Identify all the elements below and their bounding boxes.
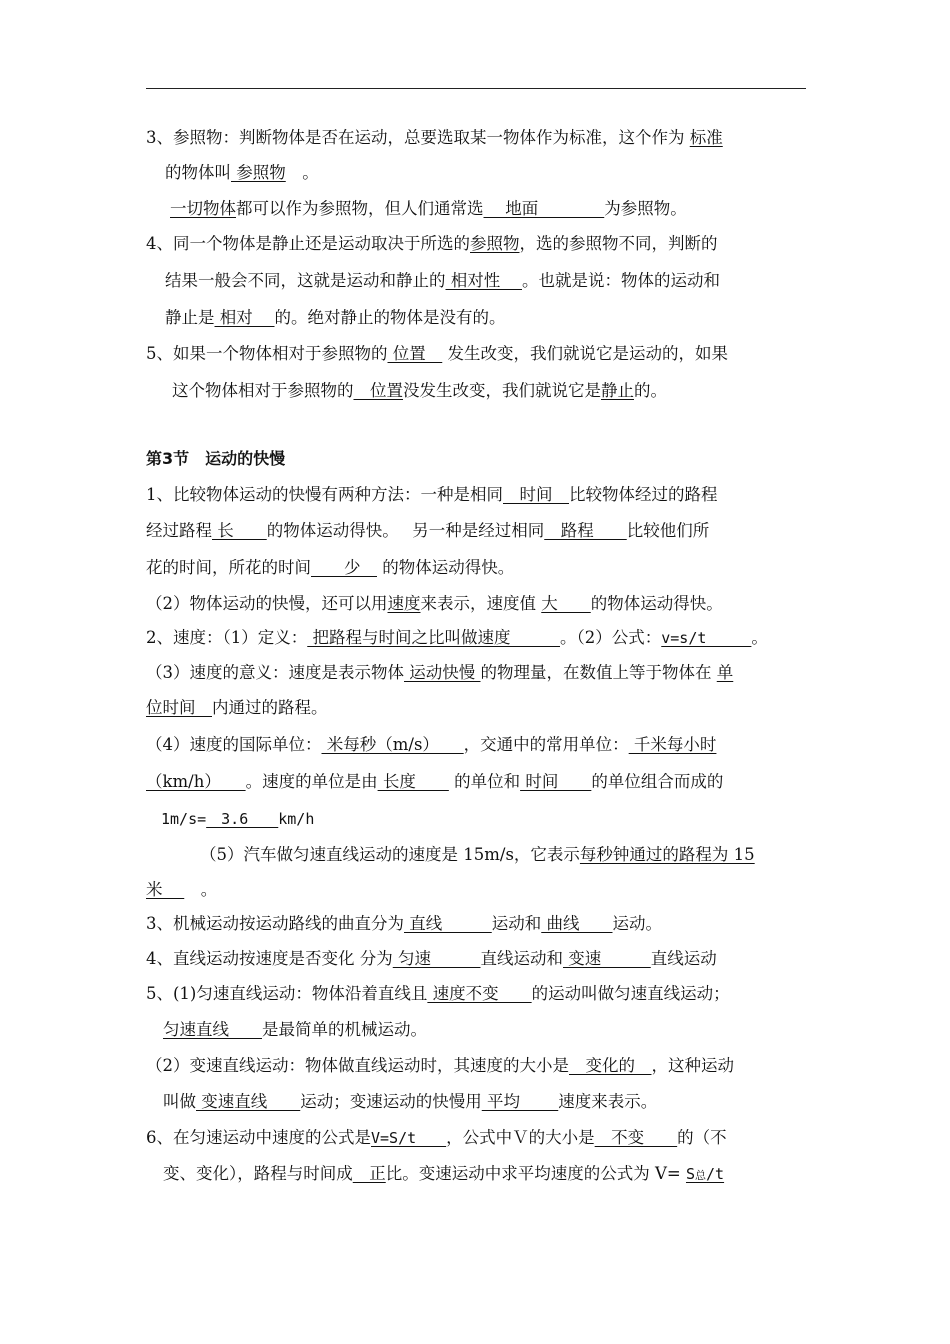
item-3-line1: 3、参照物：判断物体是否在运动，总要选取某一物体作为标准，这个作为 标准 xyxy=(146,128,723,147)
s2-line1: 2、速度：（1）定义： 把路程与时间之比叫做速度 。（2）公式：v=s/t 。 xyxy=(146,628,768,647)
header-rule xyxy=(146,88,806,89)
s2-line6: 1m/s= 3.6 km/h xyxy=(161,810,315,828)
s5-line3: （2）变速直线运动：物体做直线运动时，其速度的大小是 变化的 ，这种运动 xyxy=(146,1056,734,1075)
s6-line1: 6、在匀速运动中速度的公式是V=S/t ，公式中Ｖ的大小是 不变 的（不 xyxy=(146,1128,727,1147)
s6-line2: 变、变化），路程与时间成 正比。变速运动中求平均速度的公式为 V= S总/t xyxy=(163,1164,725,1183)
s2-line3: 位时间 内通过的路程。 xyxy=(146,698,328,717)
s3-line: 3、机械运动按运动路线的曲直分为 直线 运动和 曲线 运动。 xyxy=(146,914,662,933)
item-4-line2: 结果一般会不同，这就是运动和静止的 相对性 。也就是说：物体的运动和 xyxy=(165,271,720,290)
s2-line7: （5）汽车做匀速直线运动的速度是 15m/s，它表示每秒钟通过的路程为 15 xyxy=(200,845,755,864)
item-3-line2: 的物体叫 参照物 。 xyxy=(165,163,319,182)
s5-line4: 叫做 变速直线 运动；变速运动的快慢用 平均 速度来表示。 xyxy=(163,1092,658,1111)
s1-line3: 花的时间，所花的时间 少 的物体运动得快。 xyxy=(146,558,515,577)
item-3-line3: 一切物体都可以作为参照物，但人们通常选 地面 为参照物。 xyxy=(170,199,687,218)
item-4-line3: 静止是 相对 的。绝对静止的物体是没有的。 xyxy=(165,308,506,327)
s2-line2: （3）速度的意义：速度是表示物体 运动快慢 的物理量，在数值上等于物体在 单 xyxy=(146,663,734,682)
s4-line: 4、直线运动按速度是否变化 分为 匀速 直线运动和 变速 直线运动 xyxy=(146,949,717,968)
s5-line2: 匀速直线 是最简单的机械运动。 xyxy=(163,1020,427,1039)
s1-line4: （2）物体运动的快慢，还可以用速度来表示，速度值 大 的物体运动得快。 xyxy=(146,594,723,613)
s1-line1: 1、比较物体运动的快慢有两种方法：一种是相同 时间 比较物体经过的路程 xyxy=(146,485,718,504)
s1-line2: 经过路程 长 的物体运动得快。 另一种是经过相同 路程 比较他们所 xyxy=(146,521,710,540)
s2-line8: 米 。 xyxy=(146,880,218,899)
s2-line5: （km/h） 。速度的单位是由 长度 的单位和 时间 的单位组合而成的 xyxy=(146,772,724,791)
s5-line1: 5、(1)匀速直线运动：物体沿着直线且 速度不变 的运动叫做匀速直线运动； xyxy=(146,984,730,1003)
item-5-line2: 这个物体相对于参照物的 位置没发生改变，我们就说它是静止的。 xyxy=(172,381,667,400)
section-3-title: 第3节 运动的快慢 xyxy=(146,449,286,468)
item-4-line1: 4、同一个物体是静止还是运动取决于所选的参照物，选的参照物不同，判断的 xyxy=(146,234,718,253)
s2-line4: （4）速度的国际单位： 米每秒（m/s） ，交通中的常用单位： 千米每小时 xyxy=(146,735,717,754)
item-5-line1: 5、如果一个物体相对于参照物的 位置 发生改变，我们就说它是运动的，如果 xyxy=(146,344,728,363)
